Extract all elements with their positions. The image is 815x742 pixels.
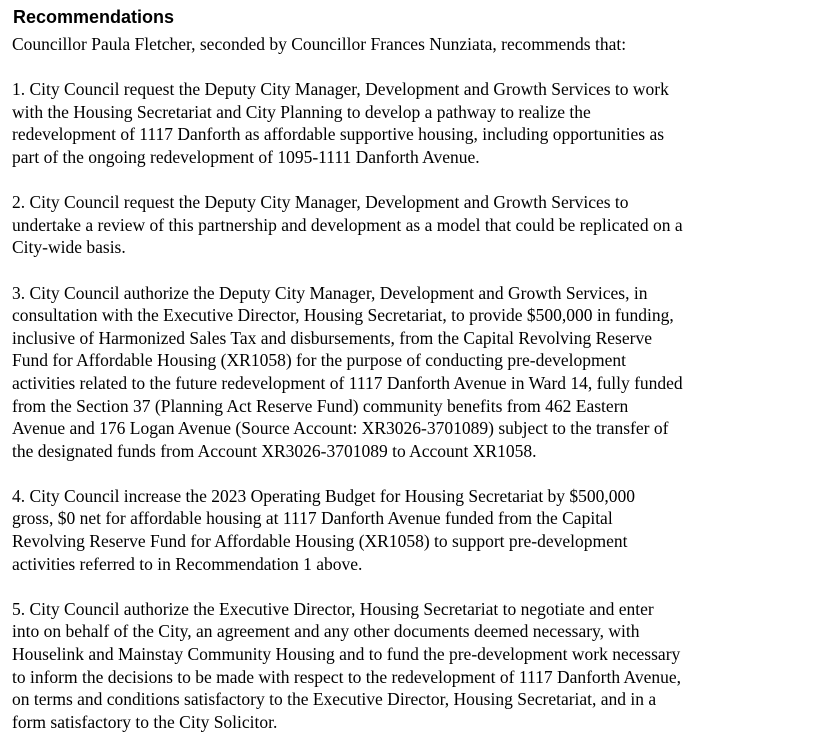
recommendations-section bbox=[12, 5, 802, 733]
mover-statement: Councillor Paula Fletcher, seconded by Councillor Frances Nunziata, recommends that: bbox=[12, 34, 627, 54]
recommendation-2: 2. City Council request the Deputy City Manager, Development and Growth Services to undertake a review of this partnership and development as a model that could be replicated on a City-wide basis. bbox=[12, 192, 683, 258]
recommendation-5: 5. City Council authorize the Executive Director, Housing Secretariat to negotiate and enter into on behalf of the City, an agreement and any other documents deemed necessary, with Houselink and Mainstay Community Housing and to fund the pre-development work necessary to inform the decisions to be made with respect to the redevelopment of 1117 Danforth Avenue, on terms and conditions satisfactory to the Executive Director, Housing Secretariat, and in a form satisfactory to the City Solicitor. bbox=[12, 598, 682, 732]
recommendation-4: 4. City Council increase the 2023 Operating Budget for Housing Secretariat by $500,000 gross, $0 net for affordable housing at 1117 Danforth Avenue funded from the Capital Revolving Reserve Fund for Affordable Housing (XR1058) to support pre-development activities referred to in Recommendation 1 above. bbox=[12, 485, 636, 574]
recommendation-1: 1. City Council request the Deputy City Manager, Development and Growth Services to work with the Housing Secretariat and City Planning to develop a pathway to realize the redevelopment of 1117 Danforth as affordable supportive housing, including opportunities as part of the ongoing redevelopment of 1095-1111 Danforth Avenue. bbox=[12, 79, 669, 167]
recommendation-3: 3. City Council authorize the Deputy City Manager, Development and Growth Services, in consultation with the Executive Director, Housing Secretariat, to provide $500,000 in funding, inclusive of Harmonized Sales Tax and disbursements, from the Capital Revolving Reserve Fund for Affordable Housing (XR1058) for the purpose of conducting pre-development activities related to the future redevelopment of 1117 Danforth Avenue in Ward 14, fully funded from the Section 37 (Planning Act Reserve Fund) community benefits from 462 Eastern Avenue and 176 Logan Avenue (Source Account: XR3026-3701089) subject to the transfer of the designated funds from Account XR3026-3701089 to Account XR1058. bbox=[12, 282, 683, 461]
section-heading: Recommendations bbox=[13, 7, 175, 27]
